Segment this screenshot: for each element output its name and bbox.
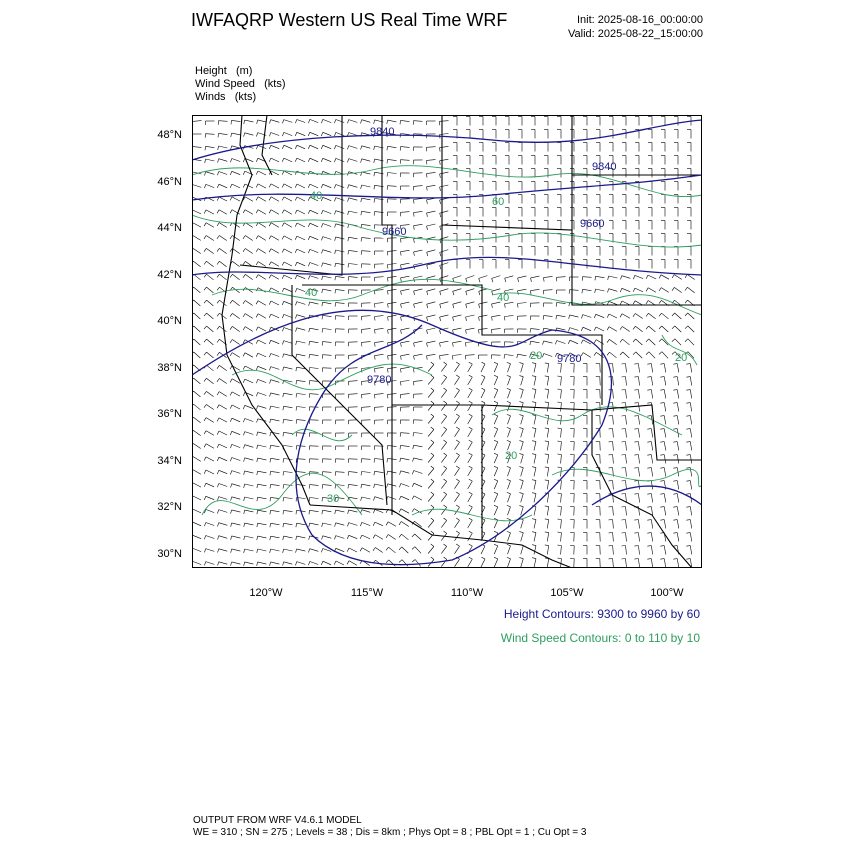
weather-map (192, 115, 702, 568)
lat-tick: 34°N (157, 455, 182, 467)
wind-speed-label: 20 (505, 450, 518, 462)
height-label: 9840 (592, 161, 617, 173)
wind-speed-label: 20 (530, 350, 543, 362)
height-label: 9660 (580, 218, 605, 230)
height-label: 9780 (367, 374, 392, 386)
model-version: OUTPUT FROM WRF V4.6.1 MODEL (193, 815, 362, 826)
lon-tick: 100°W (650, 587, 684, 599)
lat-tick: 46°N (157, 176, 182, 188)
lon-tick: 105°W (550, 587, 584, 599)
wind-speed-label: 40 (305, 287, 318, 299)
lat-tick: 36°N (157, 408, 182, 420)
model-footer (193, 815, 586, 839)
init-time: Init: 2025-08-16_00:00:00 (577, 14, 703, 26)
lat-tick: 40°N (157, 315, 182, 327)
lat-tick: 48°N (157, 129, 182, 141)
lon-tick: 110°W (450, 587, 484, 599)
lon-tick: 120°W (249, 587, 283, 599)
map-title: IWFAQRP Western US Real Time WRF (191, 10, 508, 30)
legend-wind-speed: Wind Speed (kts) (195, 78, 286, 90)
valid-time: Valid: 2025-08-22_15:00:00 (568, 28, 703, 40)
time-info (568, 13, 703, 41)
height-label: 9840 (370, 126, 395, 138)
legend-height: Height (m) (195, 65, 253, 77)
wind-speed-label: 20 (675, 352, 688, 364)
wind-speed-label: 60 (492, 196, 505, 208)
lat-tick: 38°N (157, 362, 182, 374)
field-legend (195, 65, 286, 104)
legend-winds: Winds (kts) (195, 91, 257, 103)
lat-tick: 44°N (157, 222, 182, 234)
height-label: 9780 (557, 353, 582, 365)
lat-tick: 32°N (157, 501, 182, 513)
model-settings: WE = 310 ; SN = 275 ; Levels = 38 ; Dis = 8km ; Phys Opt = 8 ; PBL Opt = 1 ; Cu Opt = 3 (193, 827, 587, 838)
wind-speed-contour-info: Wind Speed Contours: 0 to 110 by 10 (500, 631, 700, 645)
lat-tick: 30°N (157, 548, 182, 560)
wind-speed-label: 40 (497, 292, 510, 304)
lat-tick: 42°N (157, 269, 182, 281)
wind-speed-label: 30 (327, 493, 340, 505)
wind-speed-label: 40 (310, 190, 323, 202)
height-contour-info: Height Contours: 9300 to 9960 by 60 (503, 607, 700, 621)
lon-tick: 115°W (350, 587, 384, 599)
height-label: 9660 (382, 226, 407, 238)
